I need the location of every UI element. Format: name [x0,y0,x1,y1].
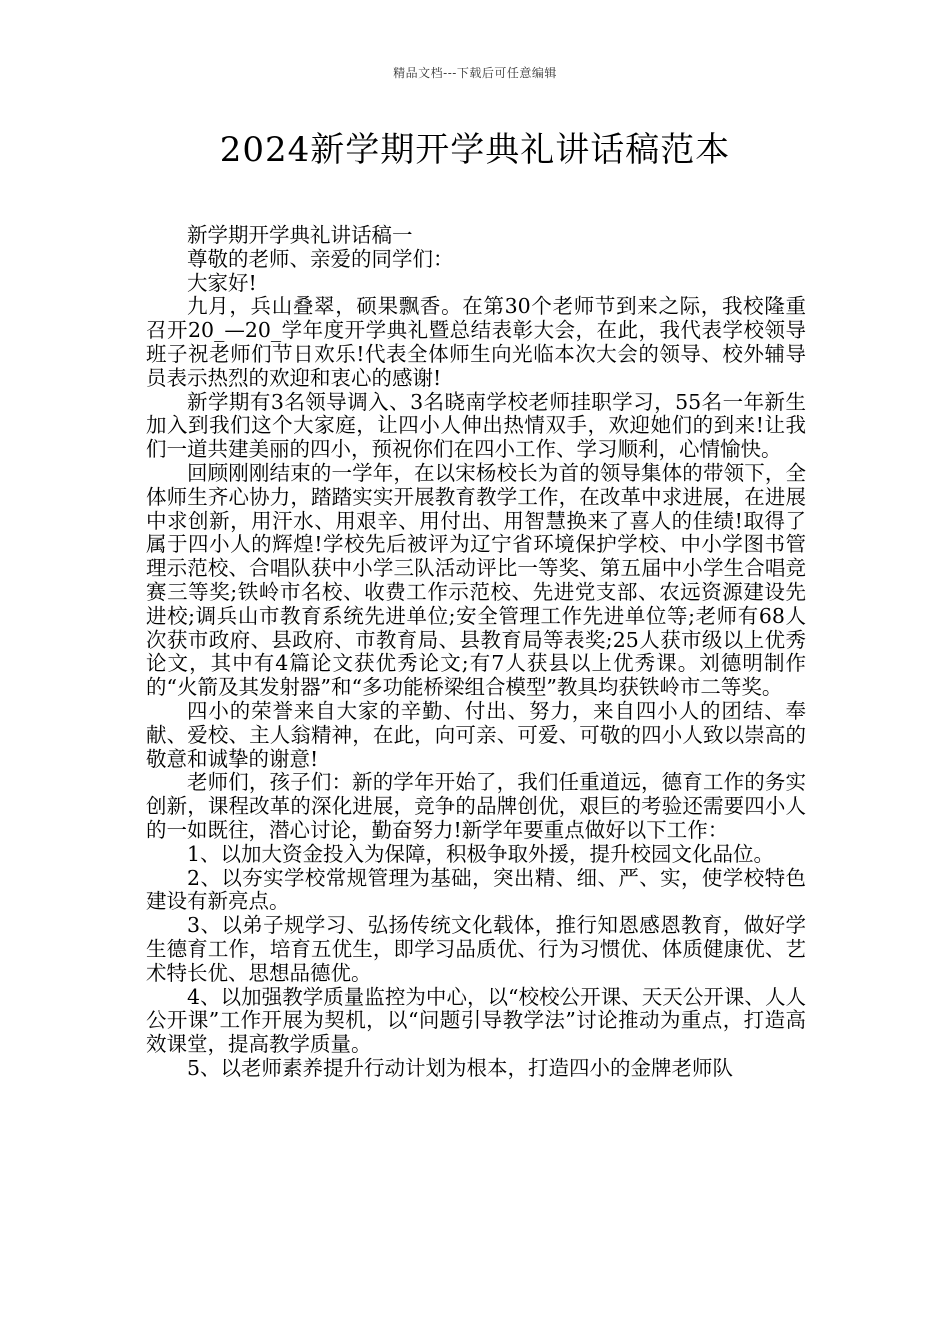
document-body [146,224,806,1081]
list-item: 1、以加大资金投入为保障，积极争取外援，提升校园文化品位。 [187,841,775,866]
paragraph-salutation: 尊敬的老师、亲爱的同学们： [187,246,454,271]
paragraph: 老师们，孩子们：新的学年开始了，我们任重道远，德育工作的务实创新，课程改革的深化进展，竞争的品牌创优，艰巨的考验还需要四小人的一如既往，潜心讨论，勤奋努力!新学年要重点做好以下工作： [146,770,806,842]
page-header: 精品文档---下载后可任意编辑 [393,66,557,80]
paragraph-subtitle: 新学期开学典礼讲话稿一 [187,223,413,247]
paragraph: 回顾刚刚结束的一学年，在以宋杨校长为首的领导集体的带领下，全体师生齐心协力，踏踏实实开展教育教学工作，在改革中求进展，在进展中求创新，用汗水、用艰辛、用付出、用智慧换来了喜人的佳绩!取得了属于四小人的辉煌!学校先后被评为辽宁省环境保护学校、中小学图书管理示范校、合唱队获中小学三队活动评比一等奖、第五届中小学生合唱竞赛三等奖;铁岭市名校、收费工作示范校、先进党支部、农远资源建设先进校;调兵山市教育系统先进单位;安全管理工作先进单位等;老师有68人次获市政府、县政府、市教育局、县教育局等表奖;25人获市级以上优秀论文，其中有4篇论文获优秀论文;有7人获县以上优秀课。刘德明制作的“火箭及其发射器”和“多功能桥梁组合模型”教具均获铁岭市二等奖。 [146,460,806,700]
paragraph: 新学期有3名领导调入、3名晓南学校老师挂职学习，55名一年新生加入到我们这个大家庭，让四小人伸出热情双手，欢迎她们的到来!让我们一道共建美丽的四小，预祝你们在四小工作、学习顺利，心情愉快。 [146,389,806,462]
list-item: 5、以老师素养提升行动计划为根本，打造四小的金牌老师队 [187,1055,734,1080]
paragraph: 九月，兵山叠翠，硕果飘香。在第30个老师节到来之际，我校隆重召开20_—20_学年度开学典礼暨总结表彰大会，在此，我代表学校领导班子祝老师们节日欢乐!代表全体师生向光临本次大会的领导、校外辅导员表示热烈的欢迎和衷心的感谢! [146,294,806,390]
list-item: 3、以弟子规学习、弘扬传统文化载体，推行知恩感恩教育，做好学生德育工作，培育五优生，即学习品质优、行为习惯优、体质健康优、艺术特长优、思想品德优。 [146,913,806,985]
list-item: 2、以夯实学校常规管理为基础，突出精、细、严、实，使学校特色建设有新亮点。 [146,865,806,914]
paragraph-greeting: 大家好! [187,270,257,295]
document-title: 2024新学期开学典礼讲话稿范本 [219,130,731,170]
list-item: 4、以加强教学质量监控为中心，以“校校公开课、天天公开课、人人公开课”工作开展为契机，以“问题引导教学法”讨论推动为重点，打造高效课堂，提高教学质量。 [146,984,806,1057]
paragraph: 四小的荣誉来自大家的辛勤、付出、努力，来自四小人的团结、奉献、爱校、主人翁精神，在此，向可亲、可爱、可敬的四小人致以崇高的敬意和诚挚的谢意! [146,698,806,771]
